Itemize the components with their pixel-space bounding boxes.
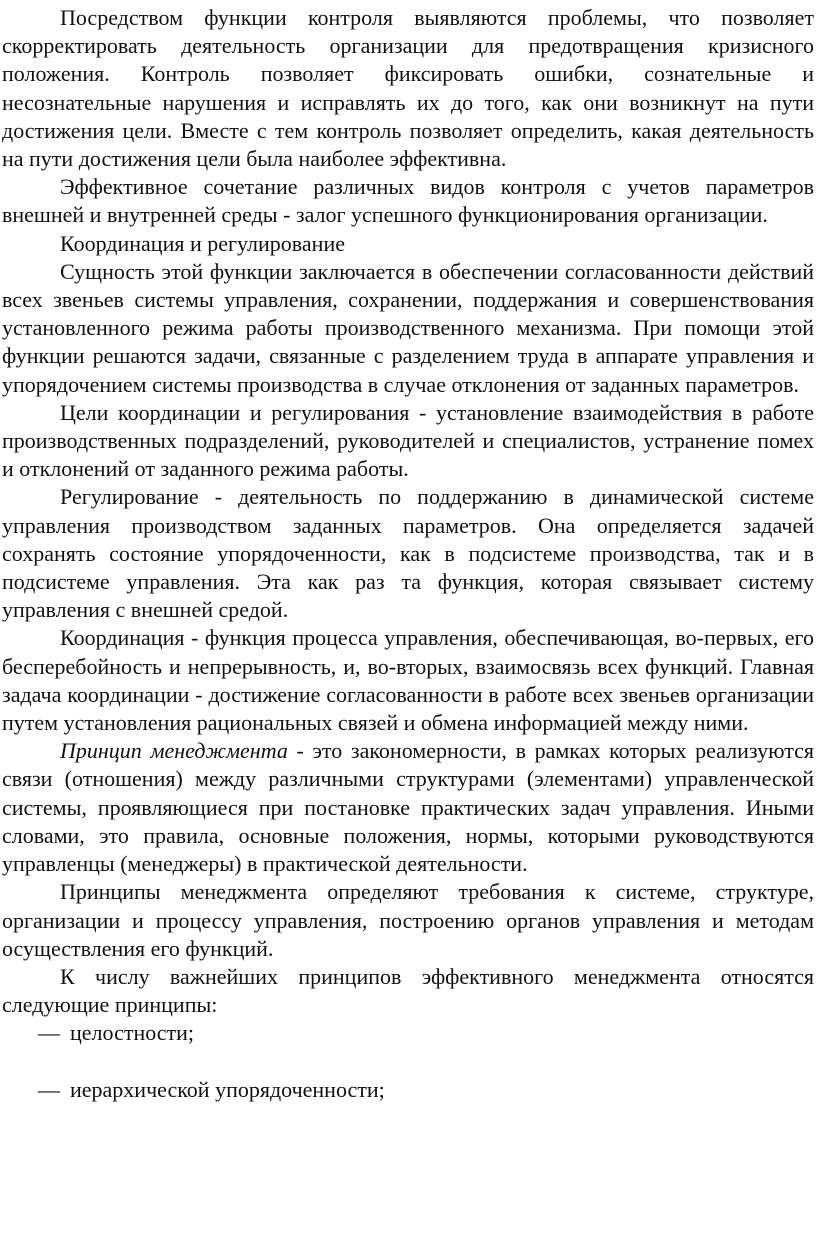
list-item-text: целостности; <box>70 1020 195 1046</box>
section-heading-coordination: Координация и регулирование <box>60 230 345 256</box>
paragraph-coordination-essence: Сущность этой функции заключается в обеспечении согласованности действий всех звеньев системы управления, сохранении, поддержания и совершенствования установленного режима работы производственного механизма. При помощи этой функции решаются задачи, связанные с разделением труда в аппарате управления и упорядочением системы производства в случае отклонения от заданных параметров. <box>2 258 814 397</box>
list-dash: — <box>38 1076 60 1102</box>
principle-definition-text: - это закономерности, в рамках которых реализуются связи (отношения) между различными структурами (элементами) управленческой системы, проявляющиеся при постановке практических задач управления. Иными словами, это правила, основные положения, нормы, которыми руководствуются управленцы (менеджеры) в практической деятельности. <box>2 738 814 877</box>
list-item <box>2 1076 814 1104</box>
list-dash: — <box>38 1020 60 1046</box>
list-item-text: иерархической упорядоченности; <box>70 1076 385 1102</box>
paragraph-principles-requirements: Принципы менеджмента определяют требования к системе, структуре, организации и процессу управления, построению органов управления и методам осуществления его функций. <box>2 879 814 961</box>
italic-term: Принцип менеджмента <box>60 738 288 764</box>
paragraph-coordination-goals: Цели координации и регулирования - установление взаимодействия в работе производственных подразделений, руководителей и специалистов, устранение помех и отклонений от заданного режима работы. <box>2 399 814 482</box>
list-item <box>2 1019 814 1047</box>
paragraph-management-principle <box>2 737 814 878</box>
paragraph-regulation-definition: Регулирование - деятельность по поддержанию в динамической системе управления производством заданных параметров. Она определяется задачей сохранять состояние упорядоченности, как в подсистеме производства, так и в подсистеме управления. Эта как раз та функция, которая связывает систему управления с внешней средой. <box>2 484 814 623</box>
paragraph-control-combination: Эффективное сочетание различных видов контроля с учетов параметров внешней и внутренней среды - залог успешного функционирования организации. <box>2 174 814 228</box>
paragraph-control-problems: Посредством функции контроля выявляются проблемы, что позволяет скорректировать деятельность организации для предотвращения кризисного положения. Контроль позволяет фиксировать ошибки, сознательные и несознательные нарушения и исправлять их до того, как они возникнут на пути достижения цели. Вместе с тем контроль позволяет определить, какая деятельность на пути достижения цели была наиболее эффективна. <box>2 5 814 172</box>
paragraph-coordination-definition: Координация - функция процесса управления, обеспечивающая, во-первых, его бесперебойность и непрерывность, и, во-вторых, взаимосвязь всех функций. Главная задача координации - достижение согласованности в работе всех звеньев организации путем установления рациональных связей и обмена информацией между ними. <box>2 625 814 736</box>
principles-list <box>2 1019 814 1103</box>
paragraph-principles-intro: К числу важнейших принципов эффективного менеджмента относятся следующие принципы: <box>2 963 814 1018</box>
